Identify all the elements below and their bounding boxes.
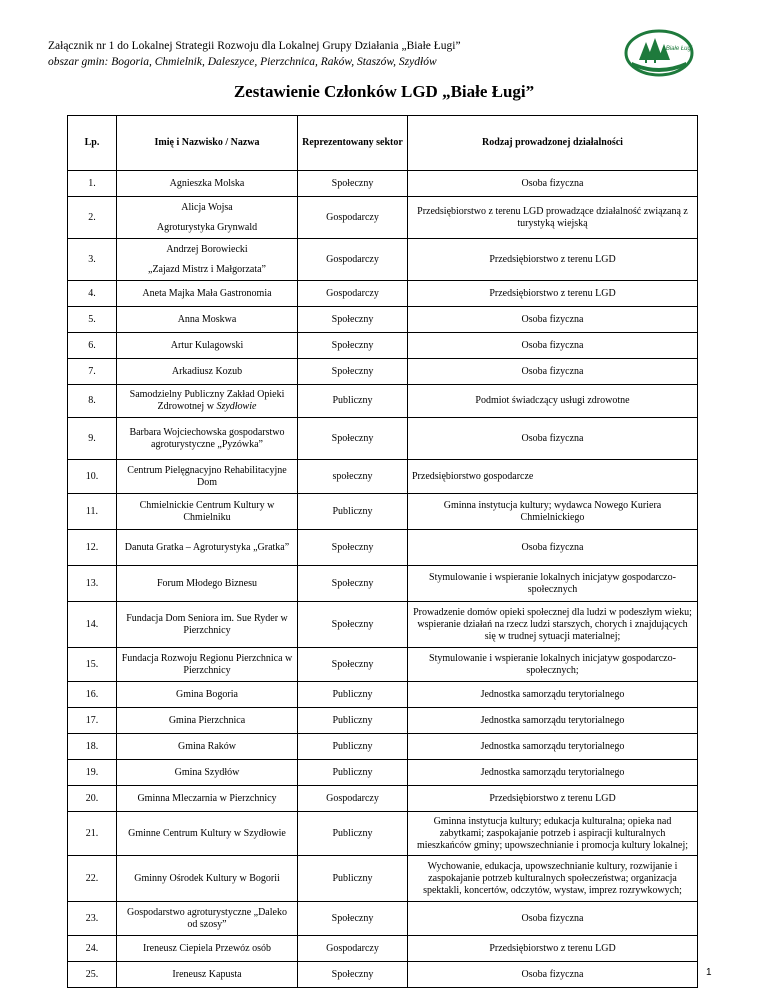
table-row (68, 333, 698, 359)
cell-lp: 18. (68, 734, 117, 760)
cell-activity: Osoba fizyczna (408, 418, 698, 460)
table-row (68, 494, 698, 530)
cell-sector: Gospodarczy (298, 281, 408, 307)
table-row (68, 460, 698, 494)
header-sector: Reprezentowany sektor (298, 116, 408, 171)
cell-lp: 19. (68, 760, 117, 786)
cell-lp: 16. (68, 682, 117, 708)
name-text: Gminny Ośrodek Kultury w Bogorii (134, 872, 280, 884)
cell-activity: Osoba fizyczna (408, 307, 698, 333)
table-row (68, 812, 698, 856)
table-row (68, 307, 698, 333)
cell-name (117, 281, 298, 307)
cell-name (117, 566, 298, 602)
cell-lp: 20. (68, 786, 117, 812)
name-text: Anna Moskwa (177, 313, 237, 325)
cell-name (117, 460, 298, 494)
page-number: 1 (706, 967, 712, 978)
cell-name (117, 648, 298, 682)
cell-lp: 24. (68, 936, 117, 962)
header-line-1: Załącznik nr 1 do Lokalnej Strategii Rozwoju dla Lokalnej Grupy Działania „Białe Ługi” (48, 40, 461, 52)
table-row (68, 385, 698, 418)
cell-activity: Przedsiębiorstwo z terenu LGD prowadzące działalność związaną z turystyką wiejską (408, 197, 698, 239)
table-row (68, 239, 698, 281)
cell-sector: Publiczny (298, 385, 408, 418)
cell-name (117, 530, 298, 566)
trees-logo-icon (624, 28, 694, 78)
cell-activity: Osoba fizyczna (408, 902, 698, 936)
cell-lp: 12. (68, 530, 117, 566)
cell-name (117, 786, 298, 812)
table-row (68, 281, 698, 307)
cell-lp: 5. (68, 307, 117, 333)
cell-name (117, 239, 298, 281)
cell-sector: Publiczny (298, 708, 408, 734)
cell-sector: Społeczny (298, 566, 408, 602)
members-table (67, 115, 698, 988)
name-subline-text: „Zajazd Mistrz i Małgorzata” (148, 263, 266, 275)
cell-name (117, 602, 298, 648)
name-text: Gmina Szydłów (174, 766, 240, 778)
cell-activity: Stymulowanie i wspieranie lokalnych inicjatyw gospodarczo-społecznych (408, 566, 698, 602)
cell-sector: Gospodarczy (298, 936, 408, 962)
cell-name (117, 734, 298, 760)
name-text: Gospodarstwo agroturystyczne „Daleko od szosy” (127, 906, 287, 930)
cell-lp: 23. (68, 902, 117, 936)
name-text: Artur Kulagowski (170, 339, 244, 351)
cell-sector: Społeczny (298, 171, 408, 197)
cell-lp: 17. (68, 708, 117, 734)
table-row (68, 856, 698, 902)
cell-sector: Społeczny (298, 307, 408, 333)
cell-lp: 15. (68, 648, 117, 682)
header-line-2: obszar gmin: Bogoria, Chmielnik, Daleszyce, Pierzchnica, Raków, Staszów, Szydłów (48, 56, 437, 68)
cell-lp: 8. (68, 385, 117, 418)
document-header (48, 38, 608, 70)
cell-activity: Przedsiębiorstwo z terenu LGD (408, 936, 698, 962)
cell-sector: Gospodarczy (298, 786, 408, 812)
cell-activity: Jednostka samorządu terytorialnego (408, 734, 698, 760)
cell-sector: Społeczny (298, 902, 408, 936)
cell-activity: Jednostka samorządu terytorialnego (408, 708, 698, 734)
cell-name (117, 494, 298, 530)
cell-activity: Stymulowanie i wspieranie lokalnych inicjatyw gospodarczo-społecznych; (408, 648, 698, 682)
cell-activity: Prowadzenie domów opieki społecznej dla ludzi w podeszłym wieku; wspieranie działań na rzecz ludzi starszych, chorych i znajdujących się w trudnej sytuacji materialnej; (408, 602, 698, 648)
cell-lp: 3. (68, 239, 117, 281)
cell-activity: Osoba fizyczna (408, 171, 698, 197)
cell-lp: 7. (68, 359, 117, 385)
cell-name (117, 936, 298, 962)
cell-activity: Podmiot świadczący usługi zdrowotne (408, 385, 698, 418)
cell-activity: Osoba fizyczna (408, 530, 698, 566)
name-text: Gmina Bogoria (176, 688, 238, 700)
cell-sector: Społeczny (298, 648, 408, 682)
cell-sector: Gospodarczy (298, 239, 408, 281)
cell-sector: Publiczny (298, 760, 408, 786)
name-text: Fundacja Rozwoju Regionu Pierzchnica w Pierzchnicy (121, 652, 293, 676)
cell-lp: 13. (68, 566, 117, 602)
page-title: Zestawienie Członków LGD „Białe Ługi” (233, 82, 535, 101)
cell-sector: Społeczny (298, 359, 408, 385)
name-italic-text: Szydłowie (216, 401, 257, 412)
header-lp: Lp. (68, 116, 117, 171)
table-row (68, 682, 698, 708)
cell-lp: 21. (68, 812, 117, 856)
cell-sector: Publiczny (298, 494, 408, 530)
cell-lp: 22. (68, 856, 117, 902)
cell-activity: Gminna instytucja kultury; edukacja kulturalna; opieka nad zabytkami; zaspokajanie potrzeb i aspiracji kulturalnych mieszkańców gminy; upowszechnianie i promocja kultury lokalnej; (408, 812, 698, 856)
table-row (68, 902, 698, 936)
name-text: Ireneusz Kapusta (172, 968, 242, 980)
name-text: Chmielnickie Centrum Kultury w Chmielniku (139, 499, 275, 523)
cell-lp: 6. (68, 333, 117, 359)
cell-name (117, 385, 298, 418)
cell-activity: Przedsiębiorstwo gospodarcze (408, 460, 698, 494)
table-row (68, 708, 698, 734)
cell-name (117, 333, 298, 359)
cell-name (117, 418, 298, 460)
cell-lp: 10. (68, 460, 117, 494)
cell-name (117, 962, 298, 988)
cell-activity: Gminna instytucja kultury; wydawca Nowego Kuriera Chmielnickiego (408, 494, 698, 530)
table-row (68, 786, 698, 812)
cell-lp: 11. (68, 494, 117, 530)
logo-text: Białe Ługi (665, 46, 693, 52)
table-row (68, 530, 698, 566)
cell-sector: Społeczny (298, 962, 408, 988)
name-text: Fundacja Dom Seniora im. Sue Ryder w Pierzchnicy (126, 612, 288, 636)
cell-activity: Osoba fizyczna (408, 359, 698, 385)
cell-lp: 25. (68, 962, 117, 988)
table-row (68, 359, 698, 385)
name-text: Gmina Raków (177, 740, 237, 752)
cell-name (117, 812, 298, 856)
cell-lp: 9. (68, 418, 117, 460)
name-text: Gminne Centrum Kultury w Szydłowie (128, 827, 286, 839)
table-row (68, 734, 698, 760)
table-row (68, 962, 698, 988)
name-text: Agnieszka Molska (169, 177, 245, 189)
cell-activity: Przedsiębiorstwo z terenu LGD (408, 281, 698, 307)
name-text: Andrzej Borowiecki (166, 243, 248, 255)
cell-activity: Przedsiębiorstwo z terenu LGD (408, 786, 698, 812)
table-row (68, 648, 698, 682)
name-text: Samodzielny Publiczny Zakład Opieki Zdrowotnej w (129, 389, 285, 412)
cell-name (117, 359, 298, 385)
cell-lp: 2. (68, 197, 117, 239)
table-row (68, 602, 698, 648)
cell-sector: Publiczny (298, 682, 408, 708)
cell-sector: społeczny (298, 460, 408, 494)
name-text: Aneta Majka Mała Gastronomia (142, 287, 272, 299)
cell-activity: Przedsiębiorstwo z terenu LGD (408, 239, 698, 281)
cell-activity: Jednostka samorządu terytorialnego (408, 682, 698, 708)
cell-name (117, 171, 298, 197)
name-text: Danuta Gratka – Agroturystyka „Gratka” (124, 541, 290, 553)
table-row (68, 936, 698, 962)
cell-activity: Osoba fizyczna (408, 333, 698, 359)
cell-lp: 14. (68, 602, 117, 648)
header-name: Imię i Nazwisko / Nazwa (117, 116, 298, 171)
cell-sector: Publiczny (298, 812, 408, 856)
name-text: Gminna Mleczarnia w Pierzchnicy (137, 792, 277, 804)
cell-activity: Osoba fizyczna (408, 962, 698, 988)
cell-sector: Społeczny (298, 418, 408, 460)
cell-name (117, 708, 298, 734)
cell-name (117, 760, 298, 786)
cell-lp: 1. (68, 171, 117, 197)
name-subline-text: Agroturystyka Grynwald (156, 221, 258, 233)
cell-name (117, 307, 298, 333)
cell-name (117, 856, 298, 902)
table-row (68, 760, 698, 786)
name-text: Barbara Wojciechowska gospodarstwo agroturystyczne „Pyzówka” (129, 426, 285, 450)
cell-name (117, 197, 298, 239)
cell-sector: Publiczny (298, 734, 408, 760)
table-header-row (68, 116, 698, 171)
cell-sector: Społeczny (298, 530, 408, 566)
cell-sector: Społeczny (298, 602, 408, 648)
name-text: Gmina Pierzchnica (168, 714, 246, 726)
table-row (68, 171, 698, 197)
cell-lp: 4. (68, 281, 117, 307)
table-row (68, 418, 698, 460)
name-text: Forum Młodego Biznesu (157, 577, 257, 589)
cell-sector: Gospodarczy (298, 197, 408, 239)
name-text: Arkadiusz Kozub (171, 365, 243, 377)
cell-activity: Jednostka samorządu terytorialnego (408, 760, 698, 786)
header-activity: Rodzaj prowadzonej działalności (408, 116, 698, 171)
name-text: Ireneusz Ciepiela Przewóz osób (142, 942, 271, 954)
cell-activity: Wychowanie, edukacja, upowszechnianie kultury, rozwijanie i zaspokajanie potrzeb kulturalnych społeczeństwa; organizacja spektakli, koncertów, odczytów, wystaw, imprez rozrywkowych; (408, 856, 698, 902)
name-text: Alicja Wojsa (181, 201, 233, 213)
cell-name (117, 682, 298, 708)
cell-name (117, 902, 298, 936)
table-row (68, 566, 698, 602)
cell-sector: Społeczny (298, 333, 408, 359)
name-text: Centrum Pielęgnacyjno Rehabilitacyjne Dom (127, 464, 287, 488)
cell-sector: Publiczny (298, 856, 408, 902)
table-row (68, 197, 698, 239)
